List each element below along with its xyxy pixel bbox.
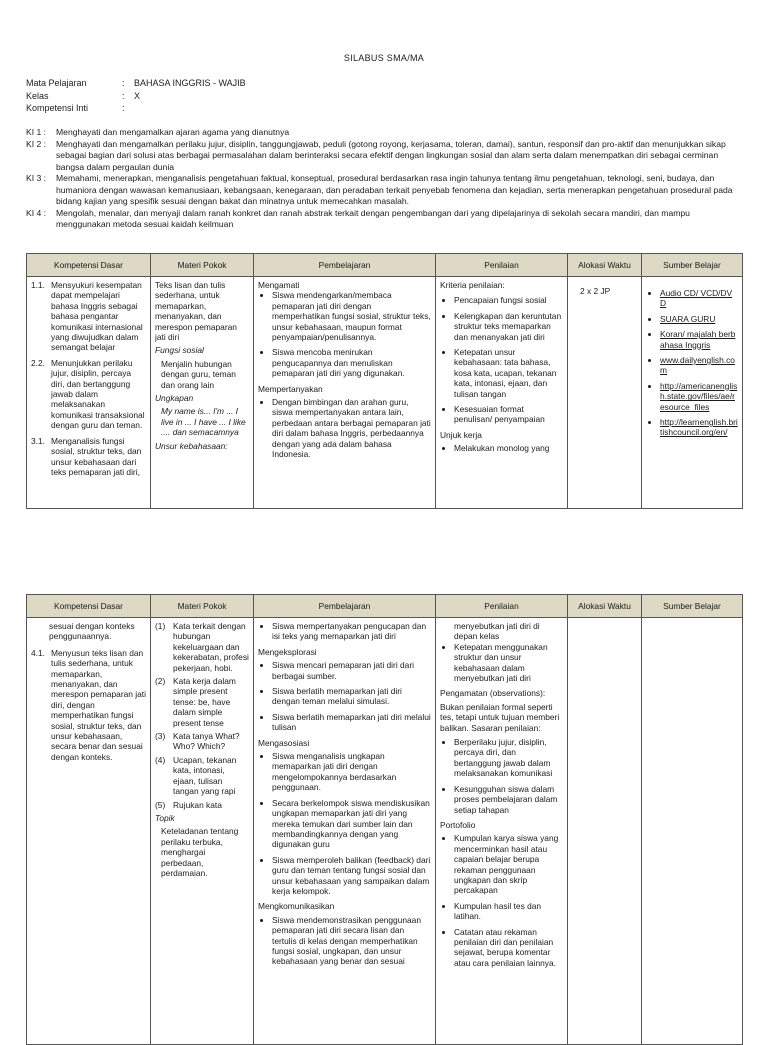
cell-sumber-belajar <box>642 277 743 509</box>
page-title: SILABUS SMA/MA <box>343 53 425 63</box>
header-alokasi-waktu: Alokasi Waktu <box>568 254 642 277</box>
header-sumber-belajar: Sumber Belajar <box>642 254 743 277</box>
source-link[interactable]: SUARA GURU <box>660 313 716 324</box>
syllabus-table-2 <box>26 594 743 1045</box>
kd-item: 3.1. Menganalisis fungsi sosial, struktur teks, dan unsur kebahasaan dari teks pemaparan jati diri, <box>31 435 142 477</box>
cell-penilaian: Kriteria penilaian: • Pencapaian fungsi sosial • Kelengkapan dan keruntutan struktur teks memaparkan dan menanyakan jati diri • Ketepatan unsur kebahasaan: tata bahasa, kosa kata, ucapan, tekanan kata, intonasi, ejaan, dan tulisan tangan • Kesesuaian format penulisan/ penyampaian Unjuk kerja • Melakukan monolog yang <box>436 277 568 509</box>
list-item: • Siswa mendengarkan/membaca pemaparan jati diri dengan memperhatikan fungsi sosial, struktur teks, unsur kebahasaan, maupun format penyampaian/penulisannya. <box>272 290 431 342</box>
list-item: • Siswa mempertanyakan pengucapan dan isi teks yang memaparkan jati diri <box>272 621 431 642</box>
meta-row-class: Kelas : X <box>26 90 141 101</box>
header-materi-pokok: Materi Pokok <box>151 595 254 618</box>
list-item: • Ketepatan unsur kebahasaan: tata bahasa, kosa kata, ucapan, tekanan kata, intonasi, ejaan, dan tulisan tangan <box>454 347 563 399</box>
source-link[interactable]: www.dailyenglish.com <box>660 355 735 376</box>
list-item: • Catatan atau rekaman penilaian diri dan penilaian sejawat, berupa komentar atau cara penilaian lainnya. <box>454 927 563 969</box>
list-item: (2) Kata kerja dalam simple present tense: be, have dalam simple present tense <box>155 676 236 728</box>
header-kompetensi-dasar: Kompetensi Dasar <box>27 254 151 277</box>
table-header-row <box>27 254 743 277</box>
syllabus-table-1 <box>26 253 743 509</box>
source-link[interactable]: http://americanenglish.state.gov/files/ae/resource_files <box>660 380 738 412</box>
list-item: • Kumpulan karya siswa yang mencerminkan hasil atau capaian belajar berupa rekaman penggunaan ungkapan dan skrip percakapan <box>454 833 563 895</box>
table-row <box>27 618 743 1045</box>
cell-sumber-belajar <box>642 618 743 1045</box>
list-item: • Kelengkapan dan keruntutan struktur teks memaparkan dan menanyakan jati diri <box>454 311 563 342</box>
list-item: • Siswa mencari pemaparan jati diri dari berbagai sumber. <box>272 660 431 681</box>
list-item: • Kesungguhan siswa dalam proses pembelajaran dalam setiap tahapan <box>454 784 563 815</box>
document-meta <box>26 77 246 115</box>
table-header-row <box>27 595 743 618</box>
header-materi-pokok: Materi Pokok <box>151 254 254 277</box>
list-item: • Siswa berlatih memaparkan jati diri dengan teman melalui simulasi. <box>272 686 431 707</box>
ki-item: KI 1 : Menghayati dan mengamalkan ajaran agama yang dianutnya <box>26 127 290 137</box>
list-item: • Secara berkelompok siswa mendiskusikan ungkapan memaparkan jati diri yang mereka temukan dari sumber lain dan membandingkannya dengan yang digunakan guru <box>272 798 431 850</box>
list-item: (5) Rujukan kata <box>155 799 222 810</box>
kd-item: 2.2. Menunjukkan perilaku jujur, disiplin, percaya diri, dan bertanggung jawab dalam melaksanakan komunikasi transaksional dengan guru dan teman. <box>31 357 145 431</box>
list-item: • Berperilaku jujur, disiplin, percaya diri, dan bertanggung jawab dalam melaksanakan komunikasi <box>454 737 563 779</box>
source-link[interactable]: Audio CD/ VCD/DVD <box>660 288 733 309</box>
list-item: • Siswa mendemonstrasikan penggunaan pemaparan jati diri secara lisan dan tertulis di kelas dengan memperhatikan fungsi sosial, ungkapan, dan unsur kebahasaan yang benar dan sesuai <box>272 915 431 967</box>
list-item: • Siswa memperoleh balikan (feedback) dari guru dan teman tentang fungsi sosial dan unsur kebahasaan yang sampaikan dalam kerja kelompok. <box>272 855 431 897</box>
meta-row-core-competence: Kompetensi Inti : <box>26 103 125 113</box>
header-pembelajaran: Pembelajaran <box>254 595 436 618</box>
ki-item: KI 3 : Memahami, menerapkan, menganalisis pengetahuan faktual, konseptual, prosedural berdasarkan rasa ingin tahunya tentang ilmu pengetahuan, teknologi, seni, budaya, dan humaniora dengan wawasan kemanusiaan, kebangsaan, kenegaraan, dan peradaban terkait penyebab fenomena dan kejadian, serta menerapkan pengetahuan prosedural pada bidang kajian yang spesifik sesuai dengan bakat dan minatnya untuk memecahkan masalah. <box>26 173 733 206</box>
list-item: • Kumpulan hasil tes dan latihan. <box>454 901 563 922</box>
list-item: (4) Ucapan, tekanan kata, intonasi, ejaan, tulisan tangan yang rapi <box>155 754 237 797</box>
cell-pembelajaran: • Siswa mempertanyakan pengucapan dan isi teks yang memaparkan jati diri Mengeksplorasi • Siswa mencari pemaparan jati diri dari berbagai sumber. • Siswa berlatih memaparkan jati diri dengan teman melalui simulasi. • Siswa berlatih memaparkan jati diri melalui tulisan Mengasosiasi • Siswa menganalisis ungkapan memaparkan jati diri dengan mengelompokannya berdasarkan penggunaan. • Secara berkelompok siswa mendiskusikan ungkapan memaparkan jati diri yang mereka temukan dari sumber lain dan membandingkannya dengan yang digunakan guru • Siswa memperoleh balikan (feedback) dari guru dan teman tentang fungsi sosial dan unsur kebahasaan yang sampaikan dalam kerja kelompok. Mengkomunikasikan • Siswa mendemonstrasikan penggunaan pemaparan jati diri secara lisan dan tertulis di kelas dengan memperhatikan fungsi sosial, ungkapan, dan unsur kebahasaan yang benar dan sesuai <box>254 618 436 1045</box>
list-item: (3) Kata tanya What? Who? Which? <box>155 731 240 752</box>
kd-item: 1.1. Mensyukuri kesempatan dapat mempelajari bahasa Inggris sebagai bahasa pengantar komunikasi internasional yang diwujudkan dalam semangat belajar <box>31 280 143 353</box>
cell-alokasi-waktu <box>568 618 642 1045</box>
header-penilaian: Penilaian <box>436 254 568 277</box>
meta-row-subject: Mata Pelajaran : BAHASA INGGRIS - WAJIB <box>26 78 246 88</box>
cell-kompetensi-dasar: sesuai dengan konteks penggunaannya. 4.1. Menyusun teks lisan dan tulis sederhana, untuk memaparkan, menanyakan, dan merespon pemaparan jati diri, dengan memperhatikan fungsi sosial, struktur teks, dan unsur kebahasaan, secara benar dan sesuai dengan konteks. <box>27 618 151 1045</box>
header-pembelajaran: Pembelajaran <box>254 254 436 277</box>
header-penilaian: Penilaian <box>436 595 568 618</box>
cell-alokasi-waktu: 2 x 2 JP <box>568 277 642 509</box>
ki-item: KI 4 : Mengolah, menalar, dan menyaji dalam ranah konkret dan ranah abstrak terkait dengan pengembangan dari yang dipelajarinya di sekolah secara mandiri, dan mampu menggunakan metoda sesuai kaidah keilmuan <box>26 207 690 229</box>
cell-pembelajaran: Mengamati • Siswa mendengarkan/membaca pemaparan jati diri dengan memperhatikan fungsi sosial, struktur teks, unsur kebahasaan, maupun format penyampaian/penulisannya. • Siswa mencoba menirukan pengucapannya dan menuliskan pemaparan jati diri yang digunakan. Mempertanyakan • Dengan bimbingan dan arahan guru, siswa mempertanyakan antara lain, perbedaan antara berbagai pemaparan jati diri dalam bahasa Inggris, perbedaannya dengan yang ada dalam bahasa Indonesia. <box>254 277 436 509</box>
source-link[interactable]: http://learnenglish.britishcouncil.org/en/ <box>660 417 738 438</box>
table-row <box>27 277 743 509</box>
header-alokasi-waktu: Alokasi Waktu <box>568 595 642 618</box>
list-item: • Siswa mencoba menirukan pengucapannya dan menuliskan pemaparan jati diri yang digunakan. <box>272 347 431 378</box>
header-kompetensi-dasar: Kompetensi Dasar <box>27 595 151 618</box>
cell-kompetensi-dasar <box>27 277 151 509</box>
list-item: • Melakukan monolog yang <box>454 443 563 453</box>
cell-materi-pokok: (1) Kata terkait dengan hubungan kekeluargaan dan kekerabatan, profesi pekerjaan, hobi. (2) Kata kerja dalam simple present tense: be, have dalam simple present tense (3) Kata tanya What? Who? Which? (4) Ucapan, tekanan kata, intonasi, ejaan, tulisan tangan yang rapi (5) Rujukan kata Topik Keteladanan tentang perilaku terbuka, menghargai perbedaan, perdamaian. <box>151 618 254 1045</box>
header-sumber-belajar: Sumber Belajar <box>642 595 743 618</box>
source-link[interactable]: Koran/ majalah berbahasa Inggris <box>660 329 736 350</box>
cell-materi-pokok: Teks lisan dan tulis sederhana, untuk memaparkan, menanyakan, dan merespon pemaparan jati diri Fungsi sosial Menjalin hubungan dengan guru, teman dan orang lain Ungkapan My name is... I'm ... I live in ... I have ... I like .... dan semacamnya Unsur kebahasaan: <box>151 277 254 509</box>
list-item: • Dengan bimbingan dan arahan guru, siswa mempertanyakan antara lain, perbedaan antara berbagai pemaparan jati diri dalam bahasa Inggris, perbedaannya dengan yang ada dalam bahasa Indonesia. <box>272 397 431 459</box>
list-item: • Ketepatan menggunakan struktur dan unsur kebahasaan dalam menyebutkan jati diri <box>454 642 563 684</box>
list-item: • Siswa menganalisis ungkapan memaparkan jati diri dengan mengelompokannya berdasarkan penggunaan. <box>272 751 431 793</box>
list-item: • Pencapaian fungsi sosial <box>454 295 563 305</box>
core-competence-list <box>26 127 742 231</box>
list-item: • Kesesuaian format penulisan/ penyampaian <box>454 404 563 425</box>
cell-penilaian: menyebutkan jati diri di depan kelas • Ketepatan menggunakan struktur dan unsur kebahasaan dalam menyebutkan jati diri Pengamatan (observations): Bukan penilaian formal seperti tes, tetapi untuk tujuan memberi balikan. Sasaran penilaian: • Berperilaku jujur, disiplin, percaya diri, dan bertanggung jawab dalam melaksanakan komunikasi • Kesungguhan siswa dalam proses pembelajaran dalam setiap tahapan Portofolio • Kumpulan karya siswa yang mencerminkan hasil atau capaian belajar berupa rekaman penggunaan ungkapan dan skrip percakapan • Kumpulan hasil tes dan latihan. • Catatan atau rekaman penilaian diri dan penilaian sejawat, berupa komentar atau cara penilaian lainnya. <box>436 618 568 1045</box>
ki-item: KI 2 : Menghayati dan mengamalkan perilaku jujur, disiplin, tanggungjawab, peduli (gotong royong, kerjasama, toleran, damai), santun, responsif dan pro-aktif dan menunjukkan sikap sebagai bagian dari solusi atas berbagai permasalahan dalam berinteraksi secara efektif dengan lingkungan sosial dan alam serta dalam menempatkan diri sebagai cerminan bangsa dalam pergaulan dunia <box>26 138 726 172</box>
list-item: • Siswa berlatih memaparkan jati diri melalui tulisan <box>272 712 431 733</box>
list-item: (1) Kata terkait dengan hubungan kekeluargaan dan kekerabatan, profesi pekerjaan, hobi. <box>155 621 249 673</box>
